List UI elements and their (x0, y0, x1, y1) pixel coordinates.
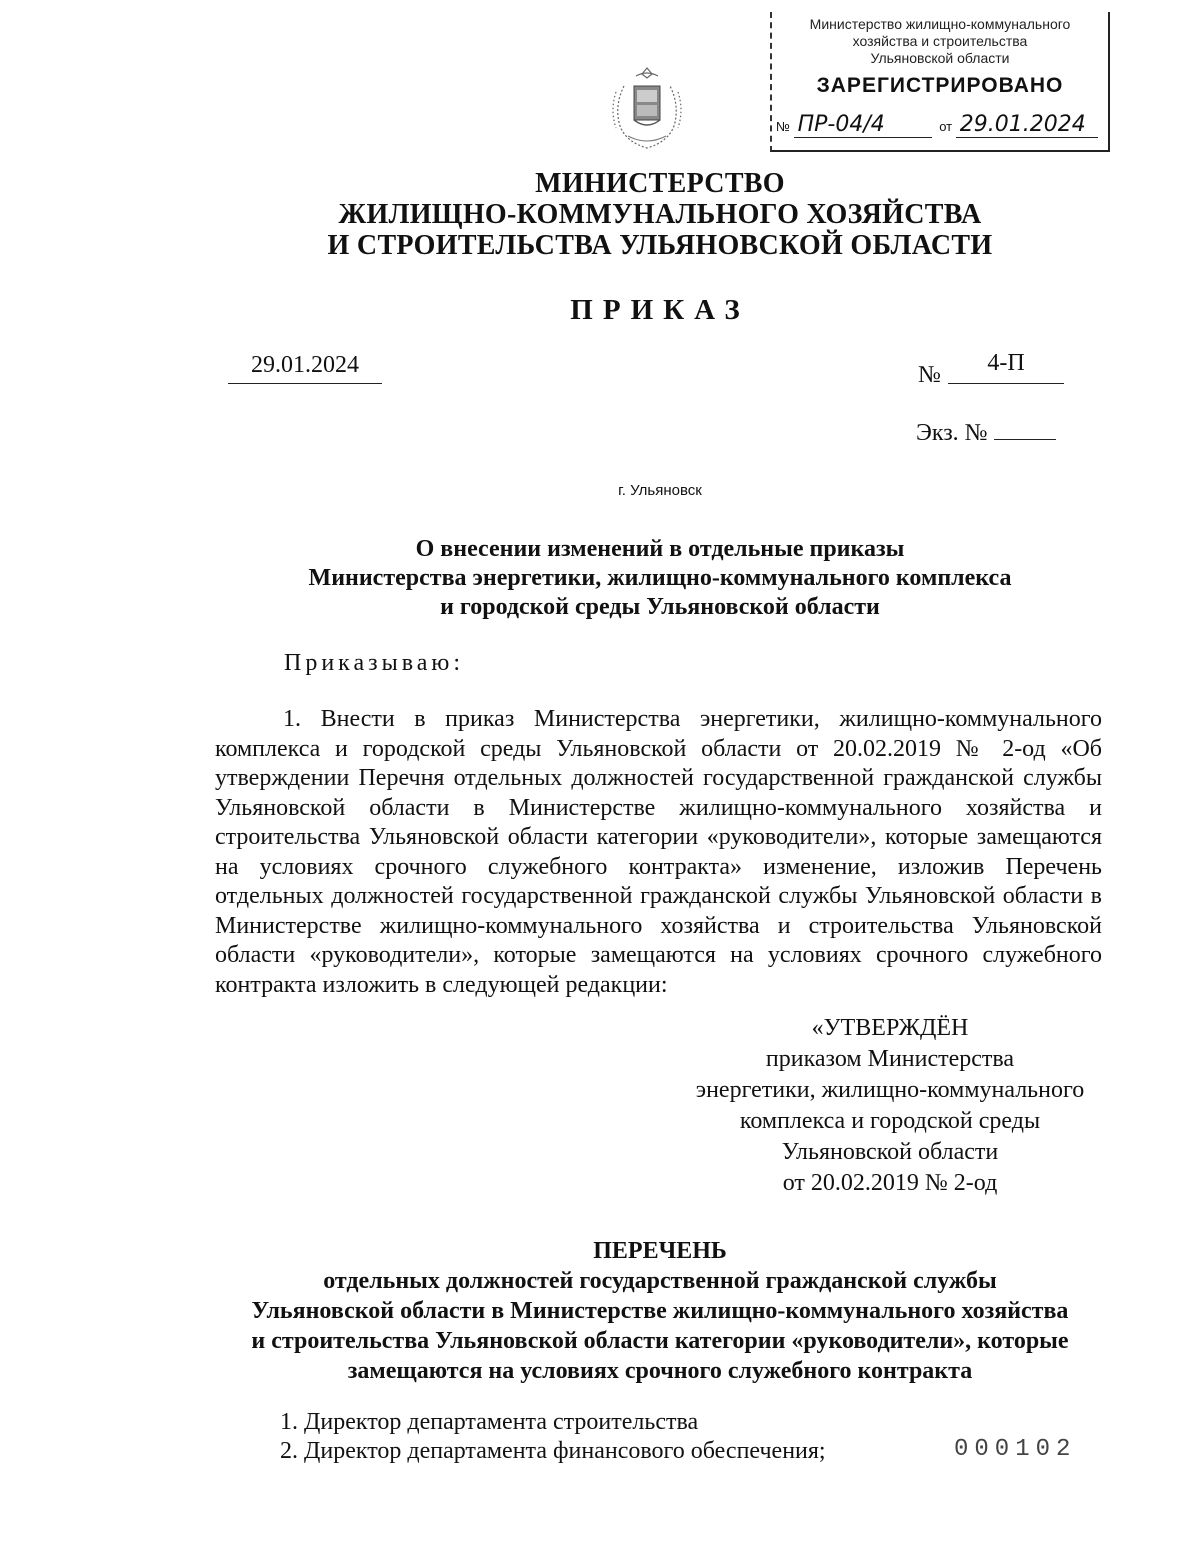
positions-list (280, 1408, 826, 1466)
coat-of-arms-icon (606, 66, 688, 152)
list-title-line-1: ПЕРЕЧЕНЬ (593, 1238, 727, 1264)
approval-line-4: комплекса и городской среды (739, 1108, 1041, 1134)
copy-number-blank (994, 439, 1056, 440)
city: г. Ульяновск (618, 482, 702, 499)
list-item: 1. Директор департамента строительства (280, 1409, 699, 1435)
stamp-registered: ЗАРЕГИСТРИРОВАНО (816, 74, 1064, 97)
document-type: ПРИКАЗ (570, 294, 750, 326)
list-title-line-2: отдельных должностей государственной гражданской службы (323, 1268, 997, 1294)
approval-line-3: энергетики, жилищно-коммунального (695, 1077, 1085, 1103)
approval-block (610, 1013, 1170, 1199)
ministry-header (0, 168, 1200, 261)
order-word: Приказываю: (284, 650, 464, 676)
copy-number-label: Экз. № (916, 420, 988, 446)
registration-stamp (770, 12, 1110, 152)
stamp-number-row (776, 112, 1104, 138)
order-subject (0, 535, 1200, 622)
approval-line-2: приказом Министерства (765, 1046, 1015, 1072)
approval-line-5: Ульяновской области (781, 1139, 999, 1165)
stamp-date-handwritten: 29.01.2024 (956, 112, 1098, 138)
stamp-line-2: хозяйства и строительства (852, 33, 1028, 49)
list-title-line-3: Ульяновской области в Министерстве жилищно-коммунального хозяйства (251, 1298, 1069, 1324)
approval-line-6: от 20.02.2019 № 2-од (782, 1170, 998, 1196)
stamp-number-prefix: № (776, 119, 790, 134)
paragraph-1: 1. Внести в приказ Министерства энергетики, жилищно-коммунального комплекса и городской среды Ульяновской области от 20.02.2019 № 2-од «Об утверждении Перечня отдельных должностей государственной гражданской службы Ульяновской области в Министерстве жилищно-коммунального хозяйства и строительства Ульяновской области категории «руководители», которые замещаются на условиях срочного служебного контракта» изменение, изложив Перечень отдельных должностей государственной гражданской службы Ульяновской области в Министерстве жилищно-коммунального хозяйства и строительства Ульяновской области «руководители», которые замещаются на условиях срочного служебного контракта изложить в следующей редакции: (215, 706, 1102, 998)
copy-number (916, 420, 1056, 447)
order-number: 4-П (948, 350, 1064, 384)
ministry-line-2: ЖИЛИЩНО-КОММУНАЛЬНОГО ХОЗЯЙСТВА (338, 199, 982, 230)
order-number-label: № (918, 362, 941, 388)
stamp-line-1: Министерство жилищно-коммунального (809, 16, 1071, 32)
stamp-line-3: Ульяновской области (870, 50, 1010, 66)
list-title (0, 1236, 1200, 1386)
ministry-line-1: МИНИСТЕРСТВО (535, 168, 785, 199)
subject-line-3: и городской среды Ульяновской области (440, 594, 880, 620)
stamp-number-handwritten: ПР-04/4 (794, 112, 932, 138)
list-title-line-4: и строительства Ульяновской области категории «руководители», которые (251, 1328, 1069, 1354)
list-item: 2. Директор департамента финансового обеспечения; (280, 1438, 826, 1464)
subject-line-2: Министерства энергетики, жилищно-коммунального комплекса (308, 565, 1012, 591)
stamp-date-prefix: от (939, 119, 953, 134)
ministry-line-3: И СТРОИТЕЛЬСТВА УЛЬЯНОВСКОЙ ОБЛАСТИ (327, 230, 993, 261)
order-date: 29.01.2024 (228, 352, 382, 384)
approval-line-1: «УТВЕРЖДЁН (811, 1015, 969, 1041)
subject-line-1: О внесении изменений в отдельные приказы (415, 536, 905, 562)
page-serial-number: 000102 (954, 1436, 1077, 1463)
list-title-line-5: замещаются на условиях срочного служебного контракта (347, 1358, 973, 1384)
